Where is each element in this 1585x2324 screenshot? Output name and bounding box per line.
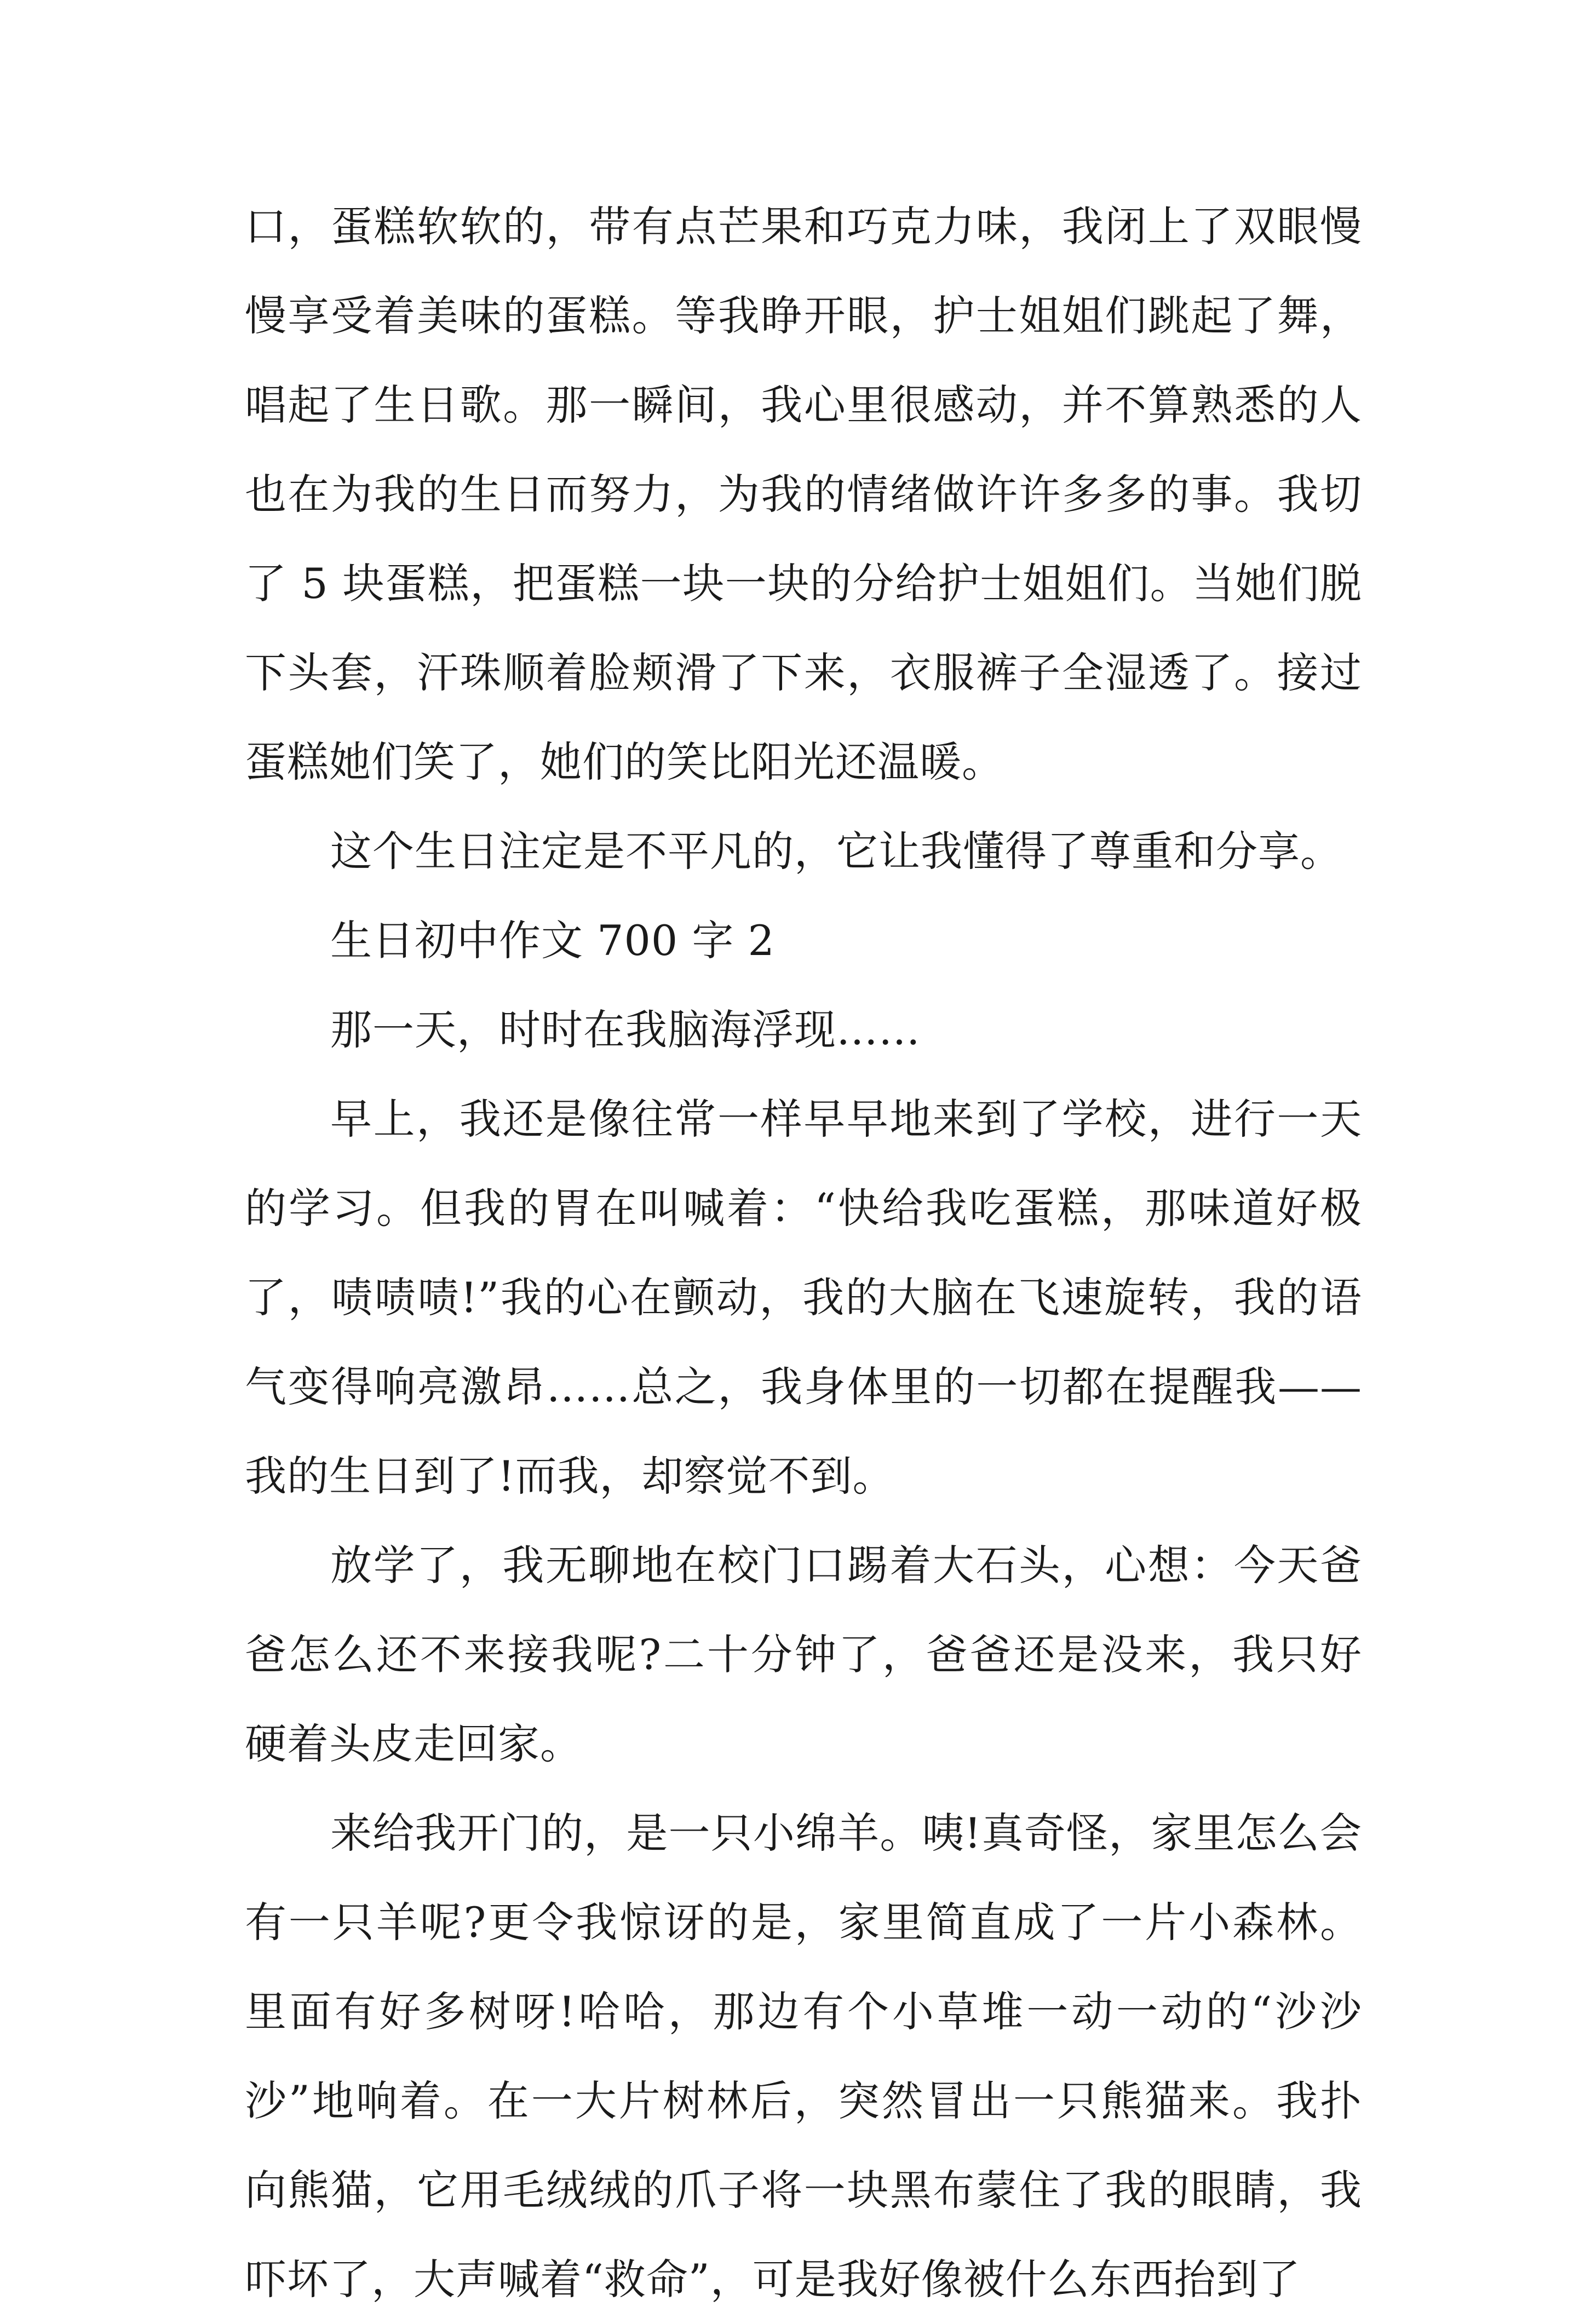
document-body (245, 182, 1362, 2324)
paragraph-opening: 那一天，时时在我脑海浮现…… (330, 1005, 921, 1054)
paragraph-continuation: 口，蛋糕软软的，带有点芒果和巧克力味，我闭上了双眼慢慢享受着美味的蛋糕。等我睁开眼，护士姐姐们跳起了舞，唱起了生日歌。那一瞬间，我心里很感动，并不算熟悉的人也在为我的生日而努力，为我的情绪做许许多多的事。我切了 5 块蛋糕，把蛋糕一块一块的分给护士姐姐们。当她们脱下头套，汗珠顺着脸颊滑了下来，衣服裤子全湿透了。接过蛋糕她们笑了，她们的笑比阳光还温暖。 (245, 202, 1362, 786)
paragraph-morning: 早上，我还是像往常一样早早地来到了学校，进行一天的学习。但我的胃在叫喊着：“快给我吃蛋糕，那味道好极了，啧啧啧!”我的心在颤动，我的大脑在飞速旋转，我的语气变得响亮激昂……总之，我身体里的一切都在提醒我——我的生日到了!而我，却察觉不到。 (245, 1095, 1362, 1500)
paragraph-after-school: 放学了，我无聊地在校门口踢着大石头，心想：今天爸爸怎么还不来接我呢?二十分钟了，爸爸还是没来，我只好硬着头皮走回家。 (245, 1541, 1362, 1768)
paragraph-home: 来给我开门的，是一只小绵羊。咦!真奇怪，家里怎么会有一只羊呢?更令我惊讶的是，家里简直成了一片小森林。里面有好多树呀!哈哈，那边有个小草堆一动一动的“沙沙沙”地响着。在一大片树林后，突然冒出一只熊猫来。我扑向熊猫，它用毛绒绒的爪子将一块黑布蒙住了我的眼睛，我吓坏了，大声喊着“救命”，可是我好像被什么东西抬到了 (245, 1809, 1362, 2304)
paragraph-conclusion: 这个生日注定是不平凡的，它让我懂得了尊重和分享。 (330, 827, 1342, 876)
essay-title: 生日初中作文 700 字 2 (330, 916, 775, 965)
